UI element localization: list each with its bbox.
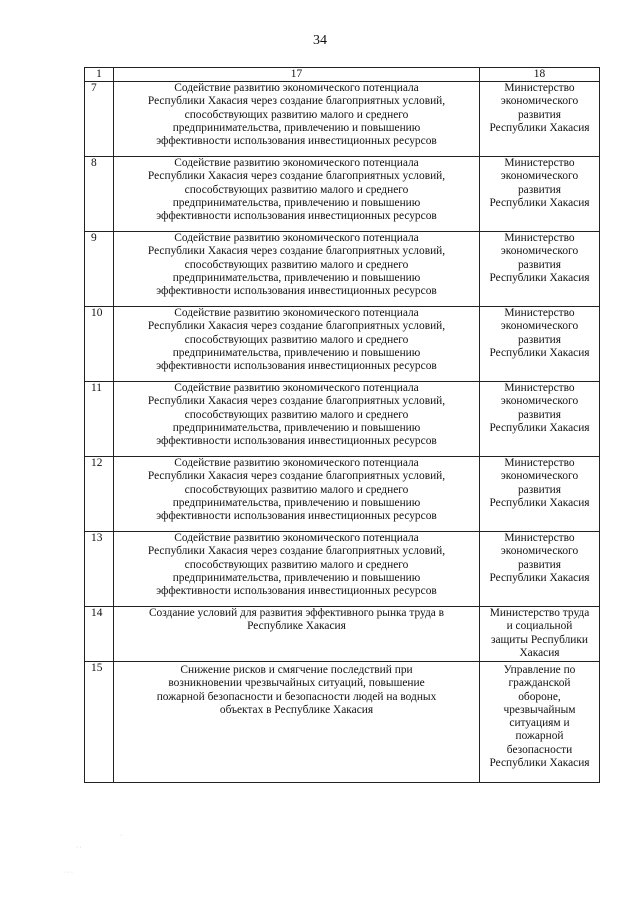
table-row [85,607,600,662]
header-cell-goal: 17 [114,68,480,82]
row-responsible-text: Министерство экономического развития Республики Хакасия [489,232,590,284]
row-number: 13 [85,532,114,607]
row-responsible-text: Министерство труда и социальной защиты Республики Хакасия [489,607,590,659]
table-row [85,82,600,157]
row-number: 12 [85,457,114,532]
row-number: 7 [85,82,114,157]
row-goal-text: Содействие развитию экономического потенциала Республики Хакасия через создание благоприятных условий, способствующих развитию малого и среднего предпринимательства, привлечению и повышению эффективности использования инвестиционных ресурсов [147,232,446,298]
row-number: 8 [85,157,114,232]
header-cell-number: 1 [85,68,114,82]
row-goal-text: Содействие развитию экономического потенциала Республики Хакасия через создание благоприятных условий, способствующих развитию малого и среднего предпринимательства, привлечению и повышению эффективности использования инвестиционных ресурсов [147,457,446,523]
row-number: 11 [85,382,114,457]
table-row [85,307,600,382]
page-number: 34 [313,33,327,48]
row-goal-text: Содействие развитию экономического потенциала Республики Хакасия через создание благоприятных условий, способствующих развитию малого и среднего предпринимательства, привлечению и повышению эффективности использования инвестиционных ресурсов [147,532,446,598]
row-goal-text: Содействие развитию экономического потенциала Республики Хакасия через создание благоприятных условий, способствующих развитию малого и среднего предпринимательства, привлечению и повышению эффективности использования инвестиционных ресурсов [147,382,446,448]
row-goal-text: Снижение рисков и смягчение последствий при возникновении чрезвычайных ситуаций, повышение пожарной безопасности и безопасности людей на водных объектах в Республике Хакасия [156,664,437,716]
row-goal-text: Содействие развитию экономического потенциала Республики Хакасия через создание благоприятных условий, способствующих развитию малого и среднего предпринимательства, привлечению и повышению эффективности использования инвестиционных ресурсов [147,157,446,223]
row-responsible-text: Министерство экономического развития Республики Хакасия [489,382,590,434]
row-number: 10 [85,307,114,382]
row-responsible-text: Министерство экономического развития Республики Хакасия [489,457,590,509]
row-responsible-text: Министерство экономического развития Республики Хакасия [489,532,590,584]
table-row [85,457,600,532]
table-row [85,232,600,307]
programs-table [84,67,600,783]
table-row [85,382,600,457]
row-responsible-text: Министерство экономического развития Республики Хакасия [489,82,590,134]
table-row [85,662,600,783]
scan-artifact: · · [76,845,82,851]
row-responsible-text: Управление по гражданской обороне, чрезвычайным ситуациям и пожарной безопасности Республики Хакасия [489,664,590,770]
header-cell-responsible: 18 [480,68,600,82]
scan-artifact: · [120,833,122,839]
table-header-row [85,68,600,82]
row-responsible-text: Министерство экономического развития Республики Хакасия [489,157,590,209]
row-number: 14 [85,607,114,662]
row-goal-text: Создание условий для развития эффективного рынка труда в Республике Хакасия [148,607,445,633]
table-row [85,157,600,232]
row-responsible-text: Министерство экономического развития Республики Хакасия [489,307,590,359]
scan-artifact: · · · [64,870,73,876]
row-number: 9 [85,232,114,307]
table-row [85,532,600,607]
row-goal-text: Содействие развитию экономического потенциала Республики Хакасия через создание благоприятных условий, способствующих развитию малого и среднего предпринимательства, привлечению и повышению эффективности использования инвестиционных ресурсов [147,82,446,148]
row-goal-text: Содействие развитию экономического потенциала Республики Хакасия через создание благоприятных условий, способствующих развитию малого и среднего предпринимательства, привлечению и повышению эффективности использования инвестиционных ресурсов [147,307,446,373]
row-number: 15 [85,662,114,783]
